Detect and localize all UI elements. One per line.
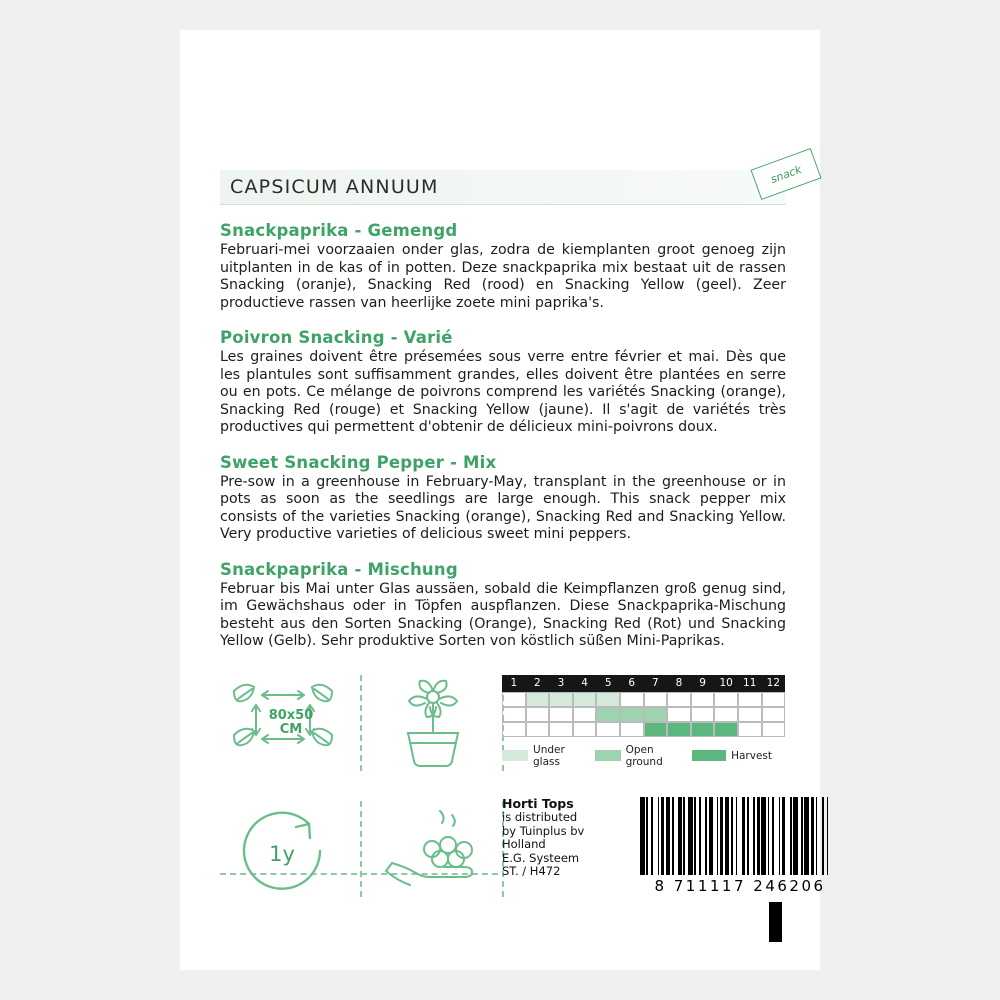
snack-tag: [750, 148, 821, 200]
distributor-info: [502, 797, 584, 879]
calendar-cell: [691, 722, 715, 737]
info-panels-bottom: [220, 795, 826, 917]
calendar-cell: [714, 722, 738, 737]
calendar-month-header: 3: [549, 675, 573, 692]
description-block-de: [220, 560, 786, 651]
calendar-month-header: 12: [762, 675, 786, 692]
calendar-legend-item: [595, 744, 679, 768]
calendar-month-header: 10: [714, 675, 738, 692]
calendar-cell: [549, 707, 573, 722]
description-text-nl: Februari-mei voorzaaien onder glas, zodra de kiemplanten groot genoeg zijn uitplanten in de kas of in potten. Deze snackpaprika mix bestaat uit de rassen Snacking (oranje), Snacking Red (rood) en Snacking Yellow (geel). Zeer productieve rassen van heerlijke zoete mini paprika's.: [220, 242, 786, 311]
calendar-month-header: 7: [644, 675, 668, 692]
distributor-name: Horti Tops: [502, 795, 574, 811]
calendar-cell: [620, 707, 644, 722]
packet-content: [220, 162, 826, 917]
legend-swatch: [692, 750, 726, 761]
distributor-line-3: Holland: [502, 837, 546, 851]
calendar-cell: [644, 722, 668, 737]
calendar-month-header: 11: [738, 675, 762, 692]
legend-swatch: [502, 750, 528, 761]
calendar-cell: [596, 722, 620, 737]
calendar-cell: [738, 707, 762, 722]
description-text-en: Pre-sow in a greenhouse in February-May, transplant in the greenhouse or in pots as soon as the seedlings are large enough. This snack pepper mix consists of the varieties Snacking (orange), Snacking Red and Snacking Yellow. Very productive varieties of delicious sweet mini peppers.: [220, 473, 786, 542]
calendar-legend: [502, 744, 786, 768]
plant-spacing-panel: [220, 673, 360, 773]
calendar-legend-item: [692, 750, 772, 762]
calendar-row: [502, 722, 786, 737]
calendar-month-header: 8: [667, 675, 691, 692]
info-panels-top: [220, 673, 786, 783]
panel-divider-1: [360, 675, 362, 771]
calendar-cell: [526, 707, 550, 722]
calendar-cell: [738, 692, 762, 707]
distributor-line-2: by Tuinplus bv: [502, 823, 585, 838]
spacing-value: 80x50: [268, 707, 314, 723]
harvest-hand-panel: [378, 801, 498, 901]
calendar-cell: [620, 722, 644, 737]
snack-tag-label: snack: [768, 162, 804, 186]
description-block-en: [220, 453, 786, 544]
calendar-cell: [526, 722, 550, 737]
potted-plant-icon: [378, 673, 488, 773]
svg-text:1y: 1y: [269, 841, 295, 866]
calendar-cell: [667, 707, 691, 722]
longevity-icon: [220, 801, 360, 901]
description-title-nl: Snackpaprika - Gemengd: [220, 221, 458, 240]
calendar-month-header: 1: [502, 675, 526, 692]
description-title-de: Snackpaprika - Mischung: [220, 559, 458, 579]
distributor-line-5: ST. / H472: [502, 864, 561, 878]
calendar-month-header: 9: [691, 675, 715, 692]
calendar-cell: [762, 722, 786, 737]
calendar-month-header: 6: [620, 675, 644, 692]
seed-packet: [180, 30, 826, 970]
calendar-cell: [596, 692, 620, 707]
spacing-unit: CM: [279, 721, 303, 737]
sowing-calendar: [502, 675, 786, 768]
calendar-cell: [502, 707, 526, 722]
description-text-fr: Les graines doivent être présemées sous verre entre février et mai. Dès que les plantules sont suffisamment grandes, elles doivent être plantées en serre ou en pots. Ce mélange de poivrons comprend les variétés Snacking (orange), Snacking Red (rouge) et Snacking Yellow (jaune). Il s'agit de variétés très productives qui permettent d'obtenir de délicieux mini-poivrons doux.: [220, 349, 786, 435]
calendar-cell: [549, 692, 573, 707]
description-title-en: Sweet Snacking Pepper - Mix: [220, 452, 497, 472]
calendar-month-header: 2: [526, 675, 550, 692]
calendar-row: [502, 692, 786, 707]
barcode-number: 8 711117 246206: [654, 876, 826, 895]
barcode-bar: [828, 797, 830, 875]
distributor-line-1: is distributed: [502, 810, 578, 824]
calendar-cell: [596, 707, 620, 722]
calendar-header-row: [502, 675, 786, 692]
calendar-cell: [620, 692, 644, 707]
legend-label: Under glass: [533, 743, 565, 768]
calendar-cell: [714, 692, 738, 707]
longevity-panel: [220, 801, 360, 901]
calendar-cell: [762, 707, 786, 722]
description-block-fr: [220, 328, 786, 437]
plant-spacing-text: [262, 709, 320, 737]
hand-with-peppers-icon: [378, 801, 498, 901]
calendar-cell: [644, 707, 668, 722]
calendar-cell: [667, 722, 691, 737]
pot-planting-panel: [378, 673, 488, 773]
calendar-cell: [691, 692, 715, 707]
description-text-de: Februar bis Mai unter Glas aussäen, sobald die Keimpflanzen groß genug sind, im Gewächshaus oder in Töpfen auspflanzen. Diese Snackpaprika-Mischung besteht aus den Sorten Snacking (Orange), Snacking Red (Rot) und Snacking Yellow (Gelb). Sehr produktive Sorten von köstlich süßen Mini-Paprikas.: [220, 580, 786, 649]
calendar-month-header: 5: [596, 675, 620, 692]
calendar-month-header: 4: [573, 675, 597, 692]
botanical-name-bar: [220, 162, 804, 205]
calendar-cell: [502, 722, 526, 737]
description-block-nl: [220, 221, 786, 312]
calendar-cell: [714, 707, 738, 722]
legend-swatch: [595, 750, 621, 761]
calendar-cell: [573, 707, 597, 722]
calendar-legend-item: [502, 744, 581, 768]
calendar-cell: [644, 692, 668, 707]
calendar-cell: [573, 692, 597, 707]
description-title-fr: Poivron Snacking - Varié: [220, 328, 453, 347]
calendar-cell: [526, 692, 550, 707]
calendar-body: [502, 692, 786, 737]
barcode: [640, 797, 840, 895]
page-title: CAPSICUM ANNUUM: [230, 176, 439, 198]
calendar-cell: [691, 707, 715, 722]
legend-label: Harvest: [731, 749, 772, 762]
panel-divider-3: [360, 801, 362, 897]
calendar-cell: [573, 722, 597, 737]
calendar-cell: [667, 692, 691, 707]
calendar-cell: [549, 722, 573, 737]
legend-label: Open ground: [625, 743, 663, 768]
calendar-cell: [738, 722, 762, 737]
calendar-cell: [502, 692, 526, 707]
print-registration-mark: [769, 902, 782, 942]
distributor-line-4: E.G. Systeem: [502, 850, 580, 865]
calendar-row: [502, 707, 786, 722]
calendar-cell: [762, 692, 786, 707]
barcode-bars: [640, 797, 840, 875]
